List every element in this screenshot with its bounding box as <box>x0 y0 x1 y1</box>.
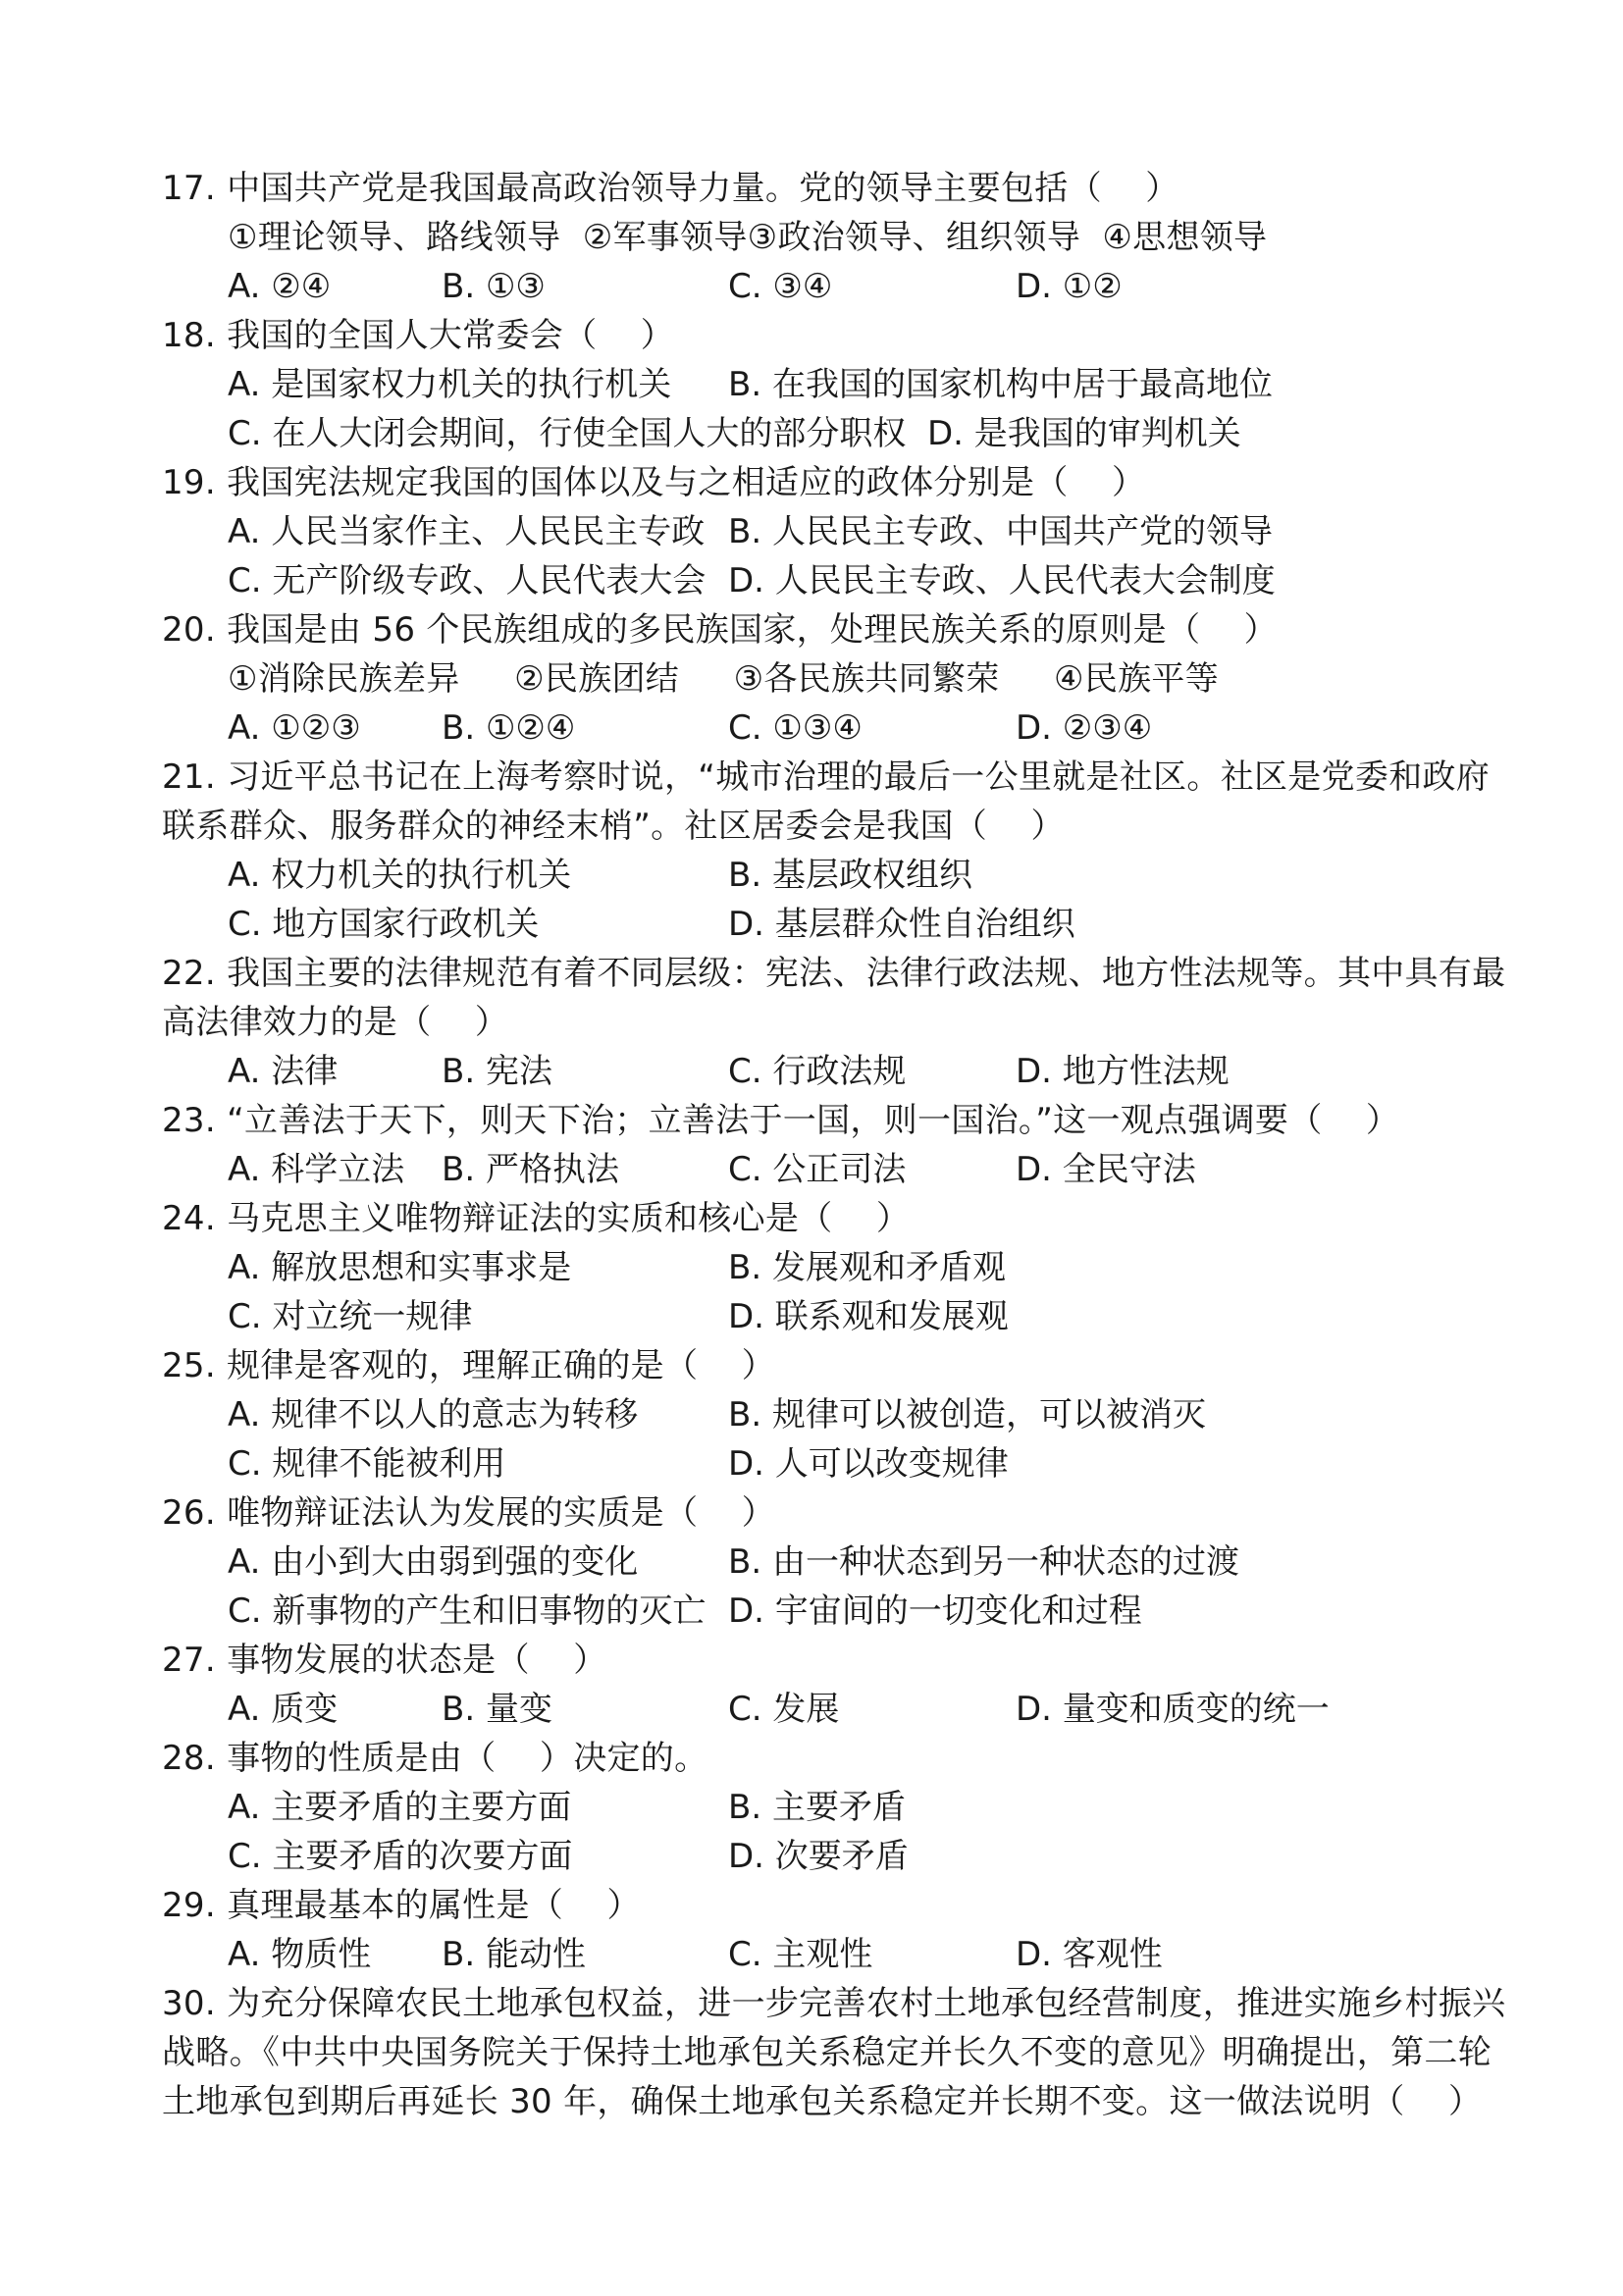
question-19-option-b: B. 人民民主专政、中国共产党的领导 <box>728 512 1273 551</box>
question-24-option-b: B. 发展观和矛盾观 <box>728 1248 1006 1287</box>
question-28-option-b: B. 主要矛盾 <box>728 1788 906 1827</box>
question-18-option-b: B. 在我国的国家机构中居于最高地位 <box>728 365 1273 404</box>
question-26-option-d: D. 宇宙间的一切变化和过程 <box>728 1592 1142 1631</box>
question-29-stem: 29. 真理最基本的属性是（ ） <box>162 1886 641 1925</box>
question-21-option-d: D. 基层群众性自治组织 <box>728 905 1075 944</box>
question-29-option-d: D. 客观性 <box>1016 1935 1163 1974</box>
question-26-option-b: B. 由一种状态到另一种状态的过渡 <box>728 1542 1239 1582</box>
question-21-option-c: C. 地方国家行政机关 <box>228 905 540 944</box>
question-27-option-d: D. 量变和质变的统一 <box>1016 1690 1330 1729</box>
question-22-option-a: A. 法律 <box>228 1052 339 1091</box>
question-28-option-a: A. 主要矛盾的主要方面 <box>228 1788 572 1827</box>
question-17-option-d: D. ①② <box>1016 267 1123 306</box>
question-28-stem: 28. 事物的性质是由（ ）决定的。 <box>162 1739 708 1778</box>
question-22-option-d: D. 地方性法规 <box>1016 1052 1230 1091</box>
question-30-stem-cont-2: 土地承包到期后再延长 30 年，确保土地承包关系稳定并长期不变。这一做法说明（ ） <box>162 2082 1483 2121</box>
question-22-stem-cont: 高法律效力的是（ ） <box>162 1003 509 1042</box>
question-20-items: ①消除民族差异 ②民族团结 ③各民族共同繁荣 ④民族平等 <box>228 659 1220 699</box>
question-23-option-d: D. 全民守法 <box>1016 1150 1196 1189</box>
question-27-option-a: A. 质变 <box>228 1690 339 1729</box>
question-24-option-d: D. 联系观和发展观 <box>728 1297 1009 1336</box>
question-17-stem: 17. 中国共产党是我国最高政治领导力量。党的领导主要包括（ ） <box>162 169 1179 208</box>
question-19-option-a: A. 人民当家作主、人民民主专政 <box>228 512 706 551</box>
question-25-option-d: D. 人可以改变规律 <box>728 1444 1009 1484</box>
question-25-stem: 25. 规律是客观的，理解正确的是（ ） <box>162 1346 776 1385</box>
question-21-option-b: B. 基层政权组织 <box>728 856 972 895</box>
question-19-stem: 19. 我国宪法规定我国的国体以及与之相适应的政体分别是（ ） <box>162 463 1146 502</box>
question-25-option-b: B. 规律可以被创造，可以被消灭 <box>728 1395 1206 1435</box>
question-24-option-c: C. 对立统一规律 <box>228 1297 473 1336</box>
question-23-option-c: C. 公正司法 <box>728 1150 907 1189</box>
question-29-option-a: A. 物质性 <box>228 1935 372 1974</box>
question-18-stem: 18. 我国的全国人大常委会（ ） <box>162 316 675 355</box>
question-20-option-b: B. ①②④ <box>442 708 576 748</box>
question-26-stem: 26. 唯物辩证法认为发展的实质是（ ） <box>162 1493 776 1533</box>
question-28-option-d: D. 次要矛盾 <box>728 1837 909 1876</box>
question-24-stem: 24. 马克思主义唯物辩证法的实质和核心是（ ） <box>162 1199 911 1238</box>
question-17-items: ①理论领导、路线领导 ②军事领导③政治领导、组织领导 ④思想领导 <box>228 218 1268 257</box>
question-29-option-b: B. 能动性 <box>442 1935 586 1974</box>
question-25-option-a: A. 规律不以人的意志为转移 <box>228 1395 639 1435</box>
question-23-option-b: B. 严格执法 <box>442 1150 619 1189</box>
question-30-stem: 30. 为充分保障农民土地承包权益，进一步完善农村土地承包经营制度，推进实施乡村振兴 <box>162 1984 1506 2023</box>
question-20-option-c: C. ①③④ <box>728 708 863 748</box>
question-17-option-c: C. ③④ <box>728 267 833 306</box>
question-20-stem: 20. 我国是由 56 个民族组成的多民族国家，处理民族关系的原则是（ ） <box>162 610 1278 650</box>
question-18-option-a: A. 是国家权力机关的执行机关 <box>228 365 672 404</box>
question-30-stem-cont: 战略。《中共中央国务院关于保持土地承包关系稳定并长久不变的意见》明确提出，第二轮 <box>162 2033 1492 2072</box>
question-22-option-b: B. 宪法 <box>442 1052 552 1091</box>
question-26-option-c: C. 新事物的产生和旧事物的灭亡 <box>228 1592 707 1631</box>
question-21-stem-cont: 联系群众、服务群众的神经末梢”。社区居委会是我国（ ） <box>162 807 1065 846</box>
question-19-option-c: C. 无产阶级专政、人民代表大会 <box>228 561 707 600</box>
question-21-option-a: A. 权力机关的执行机关 <box>228 856 572 895</box>
question-18-options-cd: C. 在人大闭会期间，行使全国人大的部分职权 D. 是我国的审判机关 <box>228 414 1241 453</box>
question-26-option-a: A. 由小到大由弱到强的变化 <box>228 1542 639 1582</box>
question-20-option-a: A. ①②③ <box>228 708 361 748</box>
question-17-option-b: B. ①③ <box>442 267 546 306</box>
question-25-option-c: C. 规律不能被利用 <box>228 1444 506 1484</box>
question-17-option-a: A. ②④ <box>228 267 332 306</box>
question-22-stem: 22. 我国主要的法律规范有着不同层级：宪法、法律行政法规、地方性法规等。其中具有最 <box>162 954 1506 993</box>
question-20-option-d: D. ②③④ <box>1016 708 1153 748</box>
question-22-option-c: C. 行政法规 <box>728 1052 907 1091</box>
question-27-option-c: C. 发展 <box>728 1690 840 1729</box>
question-19-option-d: D. 人民民主专政、人民代表大会制度 <box>728 561 1276 600</box>
question-23-stem: 23. “立善法于天下，则天下治；立善法于一国，则一国治。”这一观点强调要（ ） <box>162 1101 1400 1140</box>
question-27-stem: 27. 事物发展的状态是（ ） <box>162 1641 607 1680</box>
question-29-option-c: C. 主观性 <box>728 1935 873 1974</box>
question-28-option-c: C. 主要矛盾的次要方面 <box>228 1837 573 1876</box>
question-23-option-a: A. 科学立法 <box>228 1150 405 1189</box>
question-27-option-b: B. 量变 <box>442 1690 552 1729</box>
question-21-stem: 21. 习近平总书记在上海考察时说，“城市治理的最后一公里就是社区。社区是党委和政府 <box>162 757 1491 797</box>
question-24-option-a: A. 解放思想和实事求是 <box>228 1248 572 1287</box>
